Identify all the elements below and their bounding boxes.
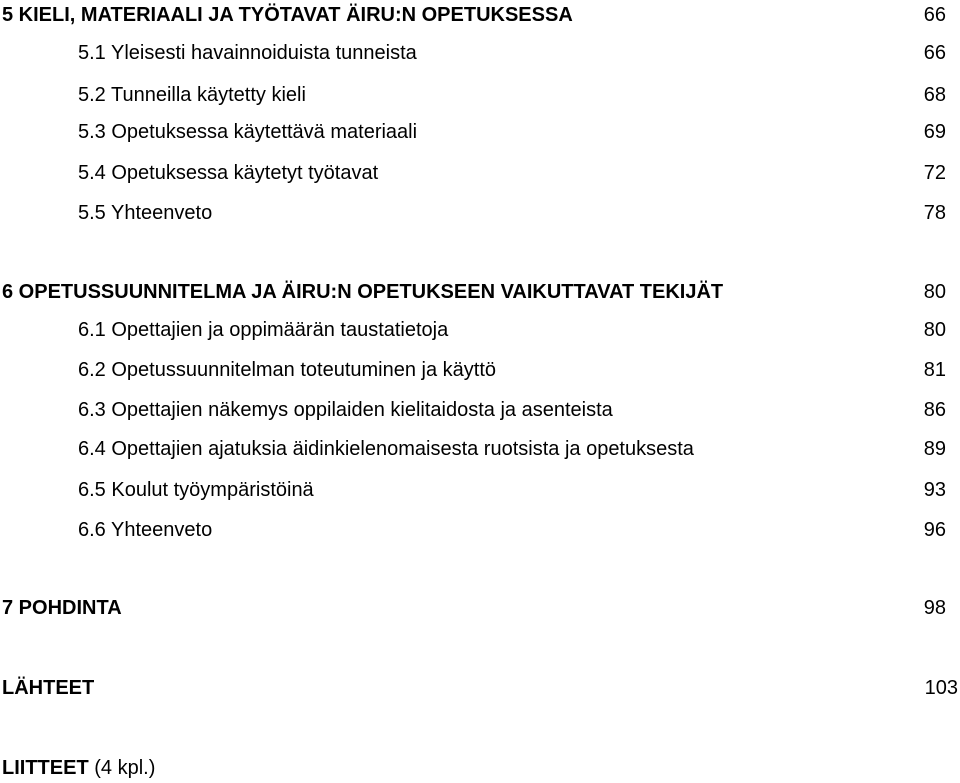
- toc-chapter-title: 7 POHDINTA: [2, 597, 122, 619]
- toc-references[interactable]: [0, 673, 960, 703]
- toc-section-title: 6.6 Yhteenveto: [78, 519, 213, 541]
- toc-section-title: 6.2 Opetussuunnitelman toteutuminen ja käyttö: [78, 359, 497, 381]
- toc-section-title: 6.4 Opettajien ajatuksia äidinkielenomaisesta ruotsista ja opetuksesta: [78, 438, 694, 460]
- toc-section-6-1[interactable]: [0, 315, 960, 345]
- toc-page-number: 81: [923, 359, 946, 381]
- toc-section-6-5[interactable]: [0, 475, 960, 505]
- toc-page-number: 72: [923, 162, 946, 184]
- toc-page-number: 93: [923, 479, 946, 501]
- toc-section-5-3[interactable]: [0, 117, 960, 147]
- toc-page-number: 98: [923, 597, 946, 619]
- toc-page-number: 96: [923, 519, 946, 541]
- toc-chapter-title: 6 OPETUSSUUNNITELMA JA ÄIRU:N OPETUKSEEN VAIKUTTAVAT TEKIJÄT: [2, 281, 724, 303]
- toc-page-number: 103: [924, 677, 958, 699]
- toc-section-6-2[interactable]: [0, 355, 960, 385]
- toc-page-number: 69: [923, 121, 946, 143]
- toc-page-number: 66: [923, 4, 946, 26]
- toc-page-number: 68: [923, 84, 946, 106]
- toc-page-number: 86: [923, 399, 946, 421]
- toc-page-number: 80: [923, 281, 946, 303]
- toc-section-title: 5.3 Opetuksessa käytettävä materiaali: [78, 121, 418, 143]
- toc-section-title: 6.5 Koulut työympäristöinä: [78, 479, 314, 501]
- toc-chapter-6[interactable]: [0, 277, 960, 307]
- toc-chapter-title: 5 KIELI, MATERIAALI JA TYÖTAVAT ÄIRU:N OPETUKSESSA: [2, 4, 573, 26]
- toc-page-number: 89: [923, 438, 946, 460]
- toc-section-title: 5.2 Tunneilla käytetty kieli: [78, 84, 306, 106]
- toc-section-6-4[interactable]: [0, 434, 960, 464]
- toc-chapter-title: LÄHTEET: [2, 677, 95, 699]
- appendices-note: (4 kpl.): [94, 757, 156, 779]
- toc-section-title: 5.4 Opetuksessa käytetyt työtavat: [78, 162, 379, 184]
- toc-chapter-7[interactable]: [0, 593, 960, 623]
- toc-chapter-title: [2, 753, 155, 783]
- toc-page-number: 78: [923, 202, 946, 224]
- toc-section-title: 6.1 Opettajien ja oppimäärän taustatietoja: [78, 319, 449, 341]
- toc-page-number: 80: [923, 319, 946, 341]
- toc-section-title: 6.3 Opettajien näkemys oppilaiden kielitaidosta ja asenteista: [78, 399, 613, 421]
- toc-section-title: 5.5 Yhteenveto: [78, 202, 213, 224]
- toc-section-6-3[interactable]: [0, 395, 960, 425]
- toc-appendices[interactable]: [0, 753, 960, 783]
- toc-page-number: 66: [923, 42, 946, 64]
- appendices-label: LIITTEET: [2, 757, 89, 779]
- toc-chapter-5[interactable]: [0, 0, 960, 30]
- toc-section-6-6[interactable]: [0, 515, 960, 545]
- toc-section-5-5[interactable]: [0, 198, 960, 228]
- toc-section-5-4[interactable]: [0, 158, 960, 188]
- toc-section-5-1[interactable]: [0, 38, 960, 68]
- toc-section-title: 5.1 Yleisesti havainnoiduista tunneista: [78, 42, 417, 64]
- toc-section-5-2[interactable]: [0, 80, 960, 110]
